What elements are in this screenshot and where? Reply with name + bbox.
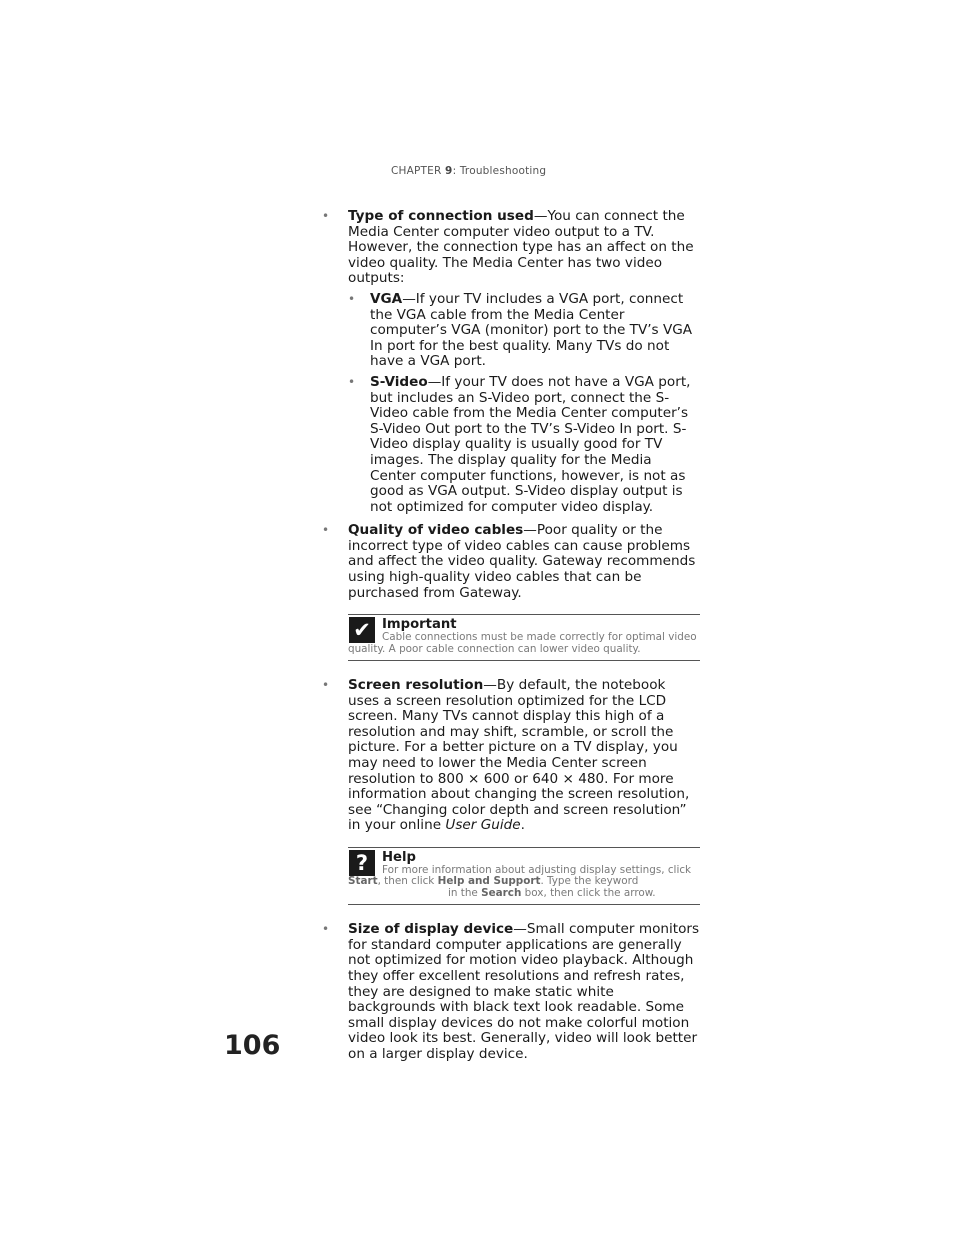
bullet-icon: • (322, 678, 330, 693)
period: . (520, 817, 525, 834)
running-header (391, 165, 546, 177)
sub-item-svideo (348, 375, 700, 515)
term: VGA (370, 290, 403, 307)
paragraph (348, 922, 700, 1062)
note-text: Cable connections must be made correctly for optimal video quality. A poor cable connection can lower video quality. (348, 631, 697, 655)
important-note (348, 614, 700, 661)
help-text-1: For more information about adjusting display settings, click (382, 864, 692, 876)
paragraph (370, 292, 700, 370)
help-and-support-keyword: Help and Support (437, 875, 541, 888)
bullet-icon: • (322, 209, 330, 223)
term: S-Video (370, 373, 428, 390)
bullet-icon: • (348, 374, 356, 389)
description: —Poor quality or the incorrect type of video cables can cause problems and affect the video quality. Gateway recommends using high-quality video cables that can be purchased from Gateway. (348, 522, 696, 601)
start-keyword: Start (348, 875, 378, 888)
bullet-icon: • (322, 523, 330, 538)
note-title: Help (382, 850, 416, 865)
chapter-label: CHAPTER (391, 165, 442, 177)
term: Screen resolution (348, 677, 484, 694)
user-guide-reference: User Guide (445, 817, 521, 834)
help-text-2: , then click (377, 875, 438, 888)
paragraph (370, 375, 700, 515)
sub-item-vga (348, 292, 700, 370)
search-keyword: Search (481, 886, 522, 899)
note-title: Important (382, 617, 457, 633)
bullet-item-size (322, 921, 700, 1062)
description: —Small computer monitors for standard computer applications are generally not optimized for motion video playback. Although they offer excellent resolutions and refresh rates, they are designed to make static white backgrounds with black text look readable. Some small display devices do not make colorful motion video look its best. Generally, video will look better on a larger display device. (348, 921, 700, 1062)
help-line-3 (348, 888, 700, 899)
note-text (348, 864, 700, 899)
bullet-item-connection (322, 208, 700, 515)
description: —If your TV does not have a VGA port, but includes an S-Video port, connect the S-Video cable from the Media Center computer’s S-Video Out port to the TV’s S-Video In port. S-Video display quality is usually good for TV images. The display quality for the Media Center computer functions, however, is not as good as VGA output. S-Video display output is not optimized for computer video display. (370, 373, 691, 515)
bullet-item-cables (322, 522, 700, 601)
chapter-number: 9 (445, 165, 453, 177)
bullet-icon: • (348, 291, 356, 306)
bullet-icon: • (322, 922, 330, 937)
term: Type of connection used (348, 208, 534, 224)
paragraph (348, 678, 700, 834)
description: —If your TV includes a VGA port, connect the VGA cable from the Media Center computer’s VGA (monitor) port to the TV’s VGA In port for the best quality. Many TVs do not have a VGA port. (370, 290, 693, 370)
chapter-title: : Troubleshooting (452, 165, 547, 177)
term: Quality of video cables (348, 522, 524, 539)
help-text-4: in the (448, 886, 482, 899)
question-mark-icon: ? (349, 850, 375, 876)
help-text-3: . Type the keyword (540, 875, 639, 888)
paragraph (348, 523, 700, 601)
description: —By default, the notebook uses a screen resolution optimized for the LCD screen. Many TVs cannot display this high of a resolution and may shift, scramble, or scroll the picture. For a better picture on a TV display, you may need to lower the Media Center screen resolution to 800 × 600 or 640 × 480. For more information about changing the screen resolution, see “Changing color depth and screen resolution” in your online (348, 677, 690, 834)
help-text-5: box, then click the arrow. (521, 886, 656, 899)
term: Size of display device (348, 921, 514, 938)
checkmark-icon: ✔ (349, 617, 375, 643)
page-number: 106 (224, 1030, 281, 1061)
paragraph (348, 209, 700, 287)
description: —You can connect the Media Center computer video output to a TV. However, the connection type has an affect on the video quality. The Media Center has two video outputs: (348, 208, 694, 287)
body-content (322, 208, 700, 1063)
help-note (348, 847, 700, 905)
bullet-item-resolution (322, 677, 700, 834)
